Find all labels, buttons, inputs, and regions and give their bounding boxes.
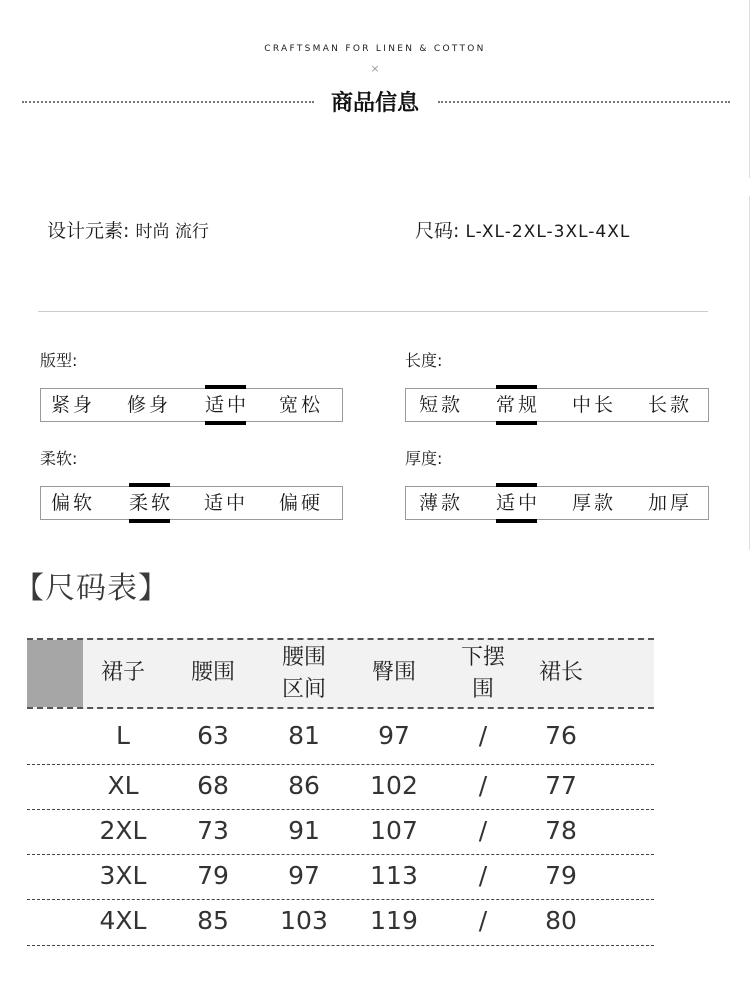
thickness-label: 厚度: [405,449,443,468]
length-options [405,388,709,422]
table-row [27,709,654,765]
waist-cell: 85 [197,906,229,935]
hip-cell: 97 [378,721,410,750]
length-label: 长度: [405,351,443,370]
length-cell: 79 [545,861,577,890]
design-value: 时尚 流行 [135,222,209,242]
size-range [415,216,630,243]
brand-tagline: CRAFTSMAN FOR LINEN & COTTON [264,44,486,54]
size-cell: 4XL [99,906,147,935]
header-corner-block [27,640,83,707]
fit-label: 版型: [40,351,78,370]
section-title: 商品信息 [330,91,419,116]
waist-range-cell: 97 [288,861,320,890]
length-option: 中长 [572,394,617,416]
hem-cell: / [478,816,488,845]
waist-range-cell: 103 [280,906,328,935]
header-cell [264,642,344,706]
design-label: 设计元素: [47,220,130,242]
waist-cell: 79 [197,861,229,890]
softness-label: 柔软: [40,449,78,468]
thickness-option-selected: 适中 [496,487,540,519]
thickness-option: 薄款 [419,492,464,514]
waist-cell: 73 [197,816,229,845]
length-cell: 78 [545,816,577,845]
size-table-header [27,638,654,709]
waist-cell: 68 [197,771,229,800]
size-cell: XL [107,771,139,800]
fit-option: 紧身 [51,394,96,416]
design-elements [47,216,209,243]
softness-option: 偏软 [51,492,96,514]
waist-range-cell: 86 [288,771,320,800]
hip-cell: 102 [370,771,418,800]
fit-option: 修身 [127,394,172,416]
waist-cell: 63 [197,721,229,750]
header-cell: 裙子 [100,660,145,685]
softness-option: 偏硬 [279,492,324,514]
hip-cell: 119 [370,906,418,935]
hem-cell: / [478,771,488,800]
thickness-option: 厚款 [572,492,617,514]
size-cell: L [116,721,130,750]
size-table [27,638,654,948]
cross-icon: × [370,62,380,75]
table-row [27,765,654,810]
length-option-selected: 常规 [496,389,540,421]
size-cell: 2XL [99,816,147,845]
fit-option-selected: 适中 [205,389,249,421]
header-cell: 裙长 [538,660,583,685]
size-chart-title: 【尺码表】 [14,571,169,606]
fit-option: 宽松 [279,394,324,416]
thickness-options [405,486,709,520]
table-row [27,810,654,855]
hip-cell: 107 [370,816,418,845]
size-cell: 3XL [99,861,147,890]
waist-range-cell: 91 [288,816,320,845]
hem-cell: / [478,906,488,935]
hip-cell: 113 [370,861,418,890]
waist-range-cell: 81 [288,721,320,750]
length-option: 短款 [419,394,464,416]
size-value: L-XL-2XL-3XL-4XL [465,222,631,242]
length-cell: 77 [545,771,577,800]
length-cell: 76 [545,721,577,750]
size-label: 尺码: [415,220,460,242]
hem-cell: / [478,861,488,890]
thickness-option: 加厚 [648,492,693,514]
info-separator [38,311,708,312]
softness-option: 适中 [204,492,249,514]
header-cell: 腰围 [190,660,235,685]
length-cell: 80 [545,906,577,935]
softness-options [40,486,343,520]
length-option: 长款 [648,394,693,416]
softness-option-selected: 柔软 [129,487,173,519]
fit-options [40,388,343,422]
hem-cell: / [478,721,488,750]
header-cell: 下摆 围 [460,645,505,702]
table-row [27,900,654,946]
header-cell-line: 腰围 区间 [281,645,326,702]
table-row [27,855,654,900]
header-cell: 臀围 [371,660,416,685]
